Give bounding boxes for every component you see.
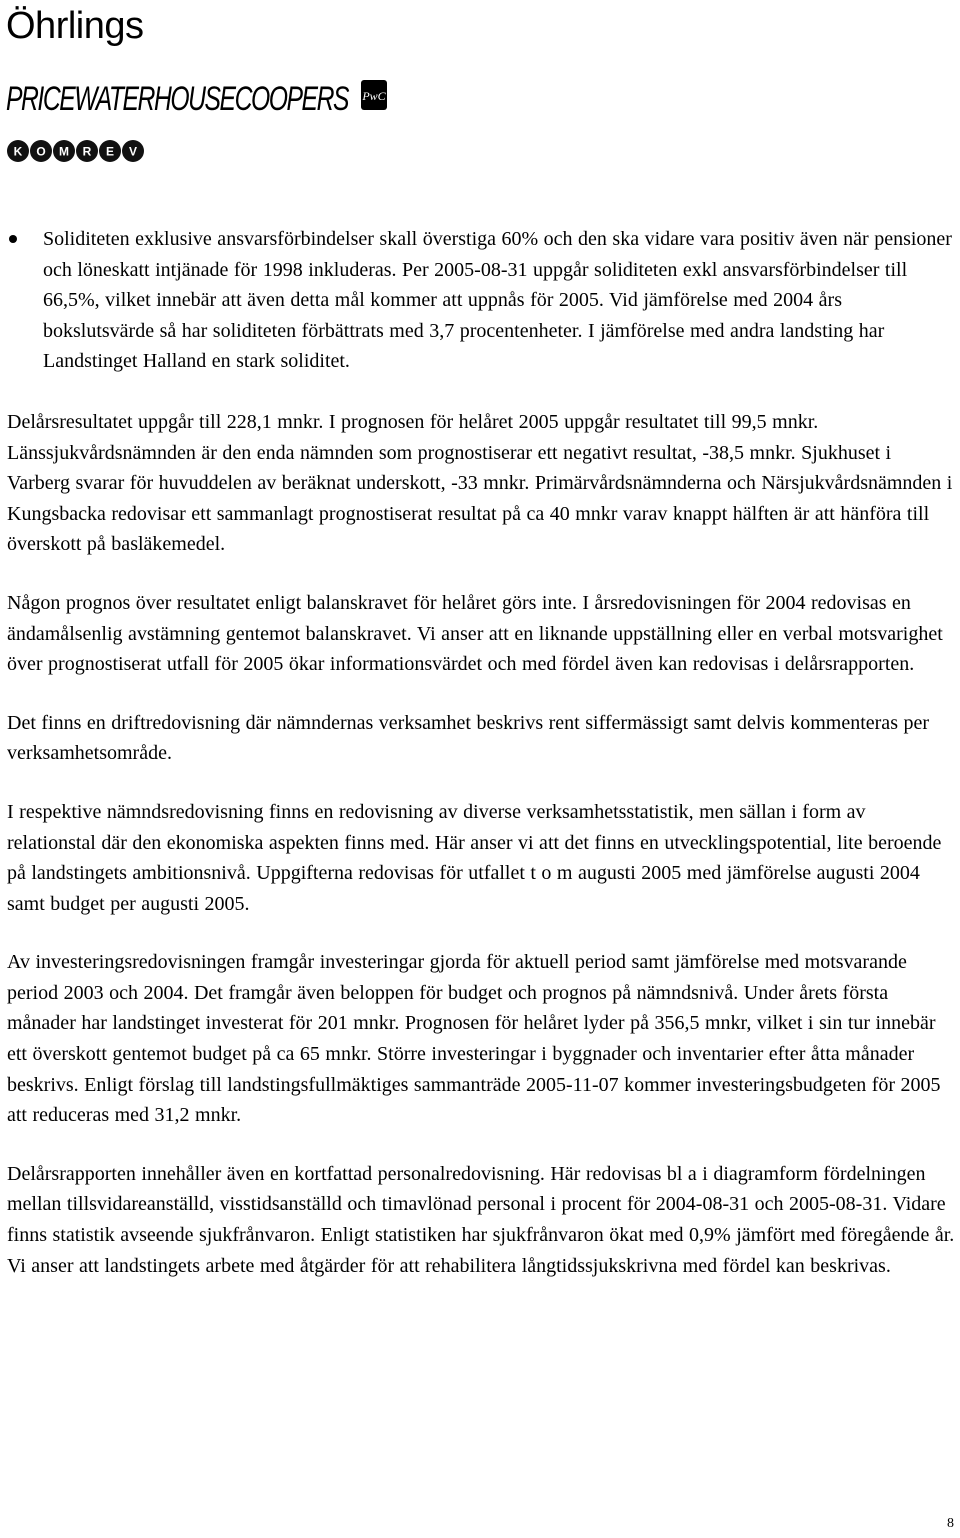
brand-name: Öhrlings — [6, 5, 144, 47]
komrev-letter: R — [82, 144, 92, 159]
komrev-logo — [6, 138, 146, 164]
komrev-letter: M — [59, 144, 69, 159]
bullet-icon — [9, 235, 17, 243]
bullet-item — [7, 224, 957, 377]
komrev-letter: K — [13, 144, 23, 159]
paragraph: Delårsresultatet uppgår till 228,1 mnkr. I prognosen för helåret 2005 uppgår resultatet till 99,5 mnkr. Länssjukvårdsnämnden är den enda nämnden som prognostiserar ett negativt resultat, -38,5 mnkr. Sjukhuset i Varberg svarar för huvuddelen av beräknat underskott, -33 mnkr. Primärvårdsnämnderna och Närsjukvårdsnämnden i Kungsbacka redovisar ett sammanlagt prognostiserat resultat på ca 40 mnkr varav knappt hälften är att hänföra till överskott på basläkemedel. — [7, 410, 953, 556]
paragraph: Av investeringsredovisningen framgår investeringar gjorda för aktuell period samt jämförelse med motsvarande period 2003 och 2004. Det framgår även beloppen för budget och prognos på nämndsnivå. Under årets första månader har landstinget investerat för 201 mnkr. Prognosen för helåret lyder på 356,5 mnkr, vilket i sin tur innebär ett överskott gentemot budget på ca 65 mnkr. Större investeringar i byggnader och inventarier efter åtta månader beskrivs. Enligt förslag till landstingsfullmäktiges sammanträde 2005-11-07 kommer investeringsbudgeten för 2005 att reduceras med 31,2 mnkr. — [7, 951, 941, 1127]
paragraph: Någon prognos över resultatet enligt balanskravet för helåret görs inte. I årsredovisningen för 2004 redovisas en ändamålsenlig avstämning gentemot balanskravet. Vi anser att en liknande uppställning eller en verbal motsvarighet över prognostiserat utfall för 2005 ökar informationsvärdet och med fördel även kan redovisas i delårsrapporten. — [7, 591, 943, 676]
svg-text:PwC: PwC — [362, 89, 386, 103]
paragraph: Delårsrapporten innehåller även en kortfattad personalredovisning. Här redovisas bl a i diagramform fördelningen mellan tillsvidareanställd, visstidsanställd och timavlönad personal i procent för 2004-08-31 och 2005-08-31. Vidare finns statistik avseende sjukfrånvaron. Enligt statistiken har sjukfrånvaron ökat med 0,9% jämfört med föregående år. Vi anser att landstingets arbete med åtgärder för att rehabilitera långtidssjukskrivna med fördel kan beskrivas. — [7, 1162, 955, 1277]
paragraph: I respektive nämndsredovisning finns en redovisning av diverse verksamhetsstatistik, men sällan i form av relationstal där den ekonomiska aspekten finns med. Här anser vi att det finns en utvecklingspotential, lite beroende på landstingets ambitionsnivå. Uppgifterna redovisas för utfallet t o m augusti 2005 med jämförelse augusti 2004 samt budget per augusti 2005. — [7, 800, 942, 915]
pricewaterhousecoopers-logo — [6, 68, 396, 124]
page-header — [6, 5, 386, 159]
komrev-letter: O — [36, 144, 46, 159]
logo-wordmark: PRICEWATERHOUSECOOPERS — [6, 80, 350, 118]
komrev-letter: E — [105, 144, 115, 159]
bullet-text: Soliditeten exklusive ansvarsförbindelser skall överstiga 60% och den ska vidare vara positiv även när pensioner och löneskatt intjänade för 1998 inkluderas. Per 2005-08-31 uppgår soliditeten exkl ansvarsförbindelser till 66,5%, vilket innebär att även detta mål kommer att uppnås för 2005. Vid jämförelse med 2004 års bokslutsvärde så har soliditeten förbättrats med 3,7 procentenheter. I jämförelse med andra landsting har Landstinget Halland en stark soliditet. — [43, 228, 952, 373]
document-body — [7, 224, 957, 1309]
komrev-letter: V — [128, 144, 138, 159]
paragraph: Det finns en driftredovisning där nämndernas verksamhet beskrivs rent siffermässigt samt delvis kommenteras per verksamhetsområde. — [7, 711, 930, 765]
page-number: 8 — [947, 1516, 954, 1531]
